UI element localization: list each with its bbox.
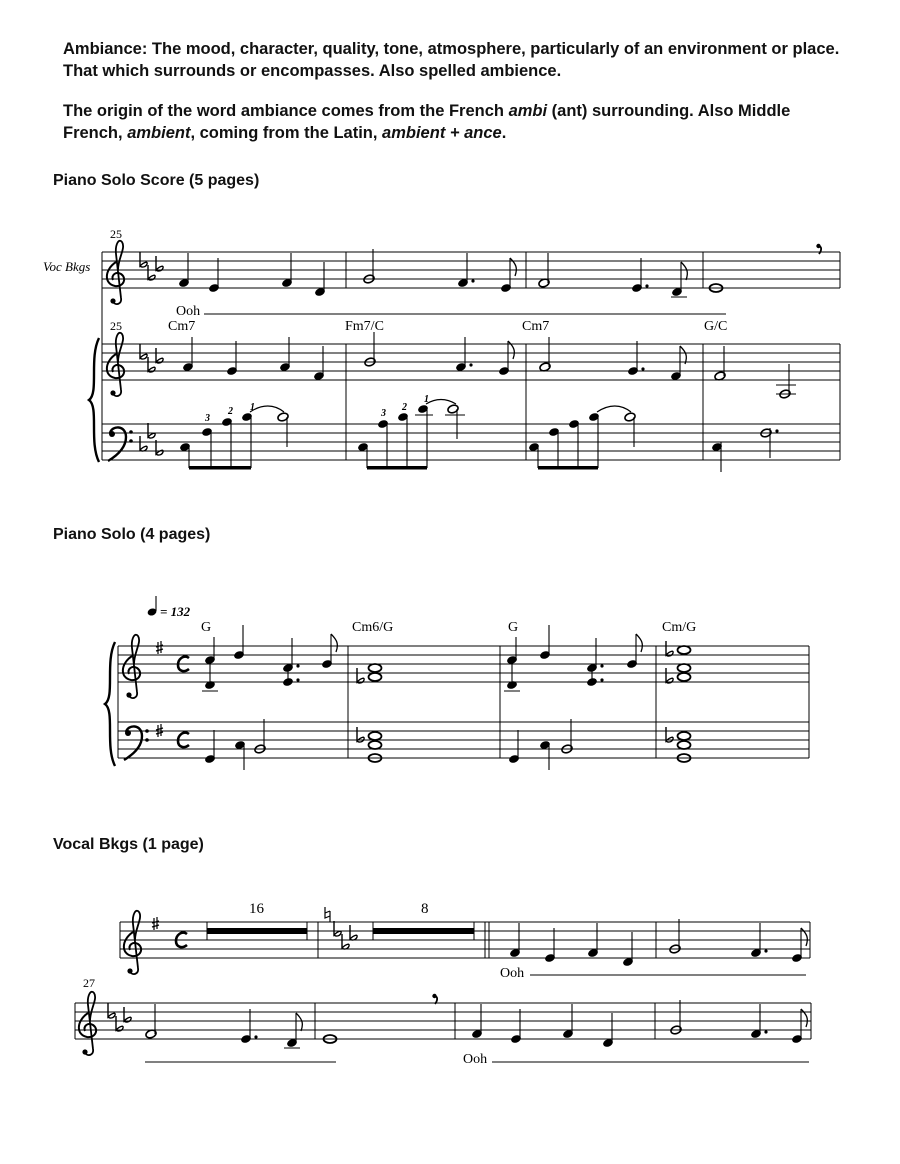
flat-icon [140, 252, 147, 267]
fingering: 2 [228, 406, 233, 417]
fingering: 3 [381, 408, 386, 419]
flat-icon [357, 668, 364, 683]
treble-clef-icon [107, 241, 124, 304]
multi-rest-count: 8 [421, 901, 429, 917]
brace-icon [105, 642, 115, 766]
note [678, 664, 691, 672]
bass-clef-icon [108, 427, 133, 461]
chord-symbol: G/C [704, 319, 728, 334]
note [678, 741, 691, 749]
flat-icon [116, 1016, 123, 1031]
note [369, 673, 382, 681]
note [678, 732, 691, 740]
measure-number: 27 [83, 976, 95, 990]
sharp-icon [152, 917, 159, 930]
natural-icon [325, 907, 330, 922]
measure-number: 25 [110, 319, 122, 333]
fingering: 2 [402, 402, 407, 413]
flat-icon [148, 265, 155, 280]
solo-heading: Piano Solo (4 pages) [53, 526, 211, 543]
note [369, 664, 382, 672]
note [678, 673, 691, 681]
tempo-marking [147, 596, 191, 619]
note [282, 677, 294, 687]
note [369, 732, 382, 740]
chord-symbol: Cm7 [168, 319, 196, 334]
flat-icon [156, 256, 163, 271]
fingering: 1 [250, 402, 255, 413]
flat-icon [342, 934, 349, 949]
brace-icon [89, 338, 99, 462]
chord-symbol: G [201, 620, 212, 635]
flat-icon [148, 357, 155, 372]
multi-measure-rest [207, 928, 307, 934]
flat-icon [140, 436, 147, 451]
vocal-heading: Vocal Bkgs (1 page) [53, 836, 204, 853]
score-system-piano [89, 319, 840, 472]
note [369, 741, 382, 749]
voice-label: Voc Bkgs [43, 259, 91, 274]
multi-measure-rest [373, 928, 474, 934]
flat-icon [140, 344, 147, 359]
flat-icon [350, 925, 357, 940]
chord-symbol: Fm7/C [345, 319, 384, 334]
flat-icon [156, 348, 163, 363]
flat-icon [148, 423, 155, 438]
lyric: Ooh [176, 304, 201, 319]
treble-clef-icon [124, 911, 141, 974]
note [678, 646, 691, 654]
note [204, 680, 216, 690]
definition-paragraph: Ambiance: The mood, character, quality, tone, atmosphere, particularly of an environment or place. That which surrounds or encompasses. Also spelled ambience. [63, 40, 840, 80]
lyric: Ooh [463, 1052, 488, 1067]
flat-icon [108, 1003, 115, 1018]
treble-clef-icon [123, 635, 140, 698]
chord-symbol: G [508, 620, 519, 635]
fingering: 3 [205, 413, 210, 424]
chord-symbol: Cm7 [522, 319, 550, 334]
vocal-system-2 [75, 976, 811, 1067]
flat-icon [334, 921, 341, 936]
note [506, 680, 518, 690]
lyric: Ooh [500, 966, 525, 981]
score-heading: Piano Solo Score (5 pages) [53, 172, 260, 189]
measure-number: 25 [110, 227, 122, 241]
note [586, 677, 598, 687]
sharp-icon [156, 641, 163, 654]
treble-clef-icon [107, 333, 124, 396]
chord-symbol: Cm/G [662, 620, 697, 635]
chord-symbol: Cm6/G [352, 620, 394, 635]
multi-rest-count: 16 [249, 901, 264, 917]
tempo: = 132 [160, 604, 191, 619]
treble-clef-icon [79, 992, 96, 1055]
flat-icon [124, 1007, 131, 1022]
solo-system [105, 596, 809, 770]
fingering: 1 [424, 394, 429, 405]
flat-icon [666, 668, 673, 683]
flat-icon [666, 641, 673, 656]
vocal-system-1 [120, 901, 810, 981]
origin-paragraph: The origin of the word ambiance comes from the French ambi (ant) surrounding. Also Middle French, ambient, coming from the Latin, ambient + ance. [63, 102, 791, 142]
